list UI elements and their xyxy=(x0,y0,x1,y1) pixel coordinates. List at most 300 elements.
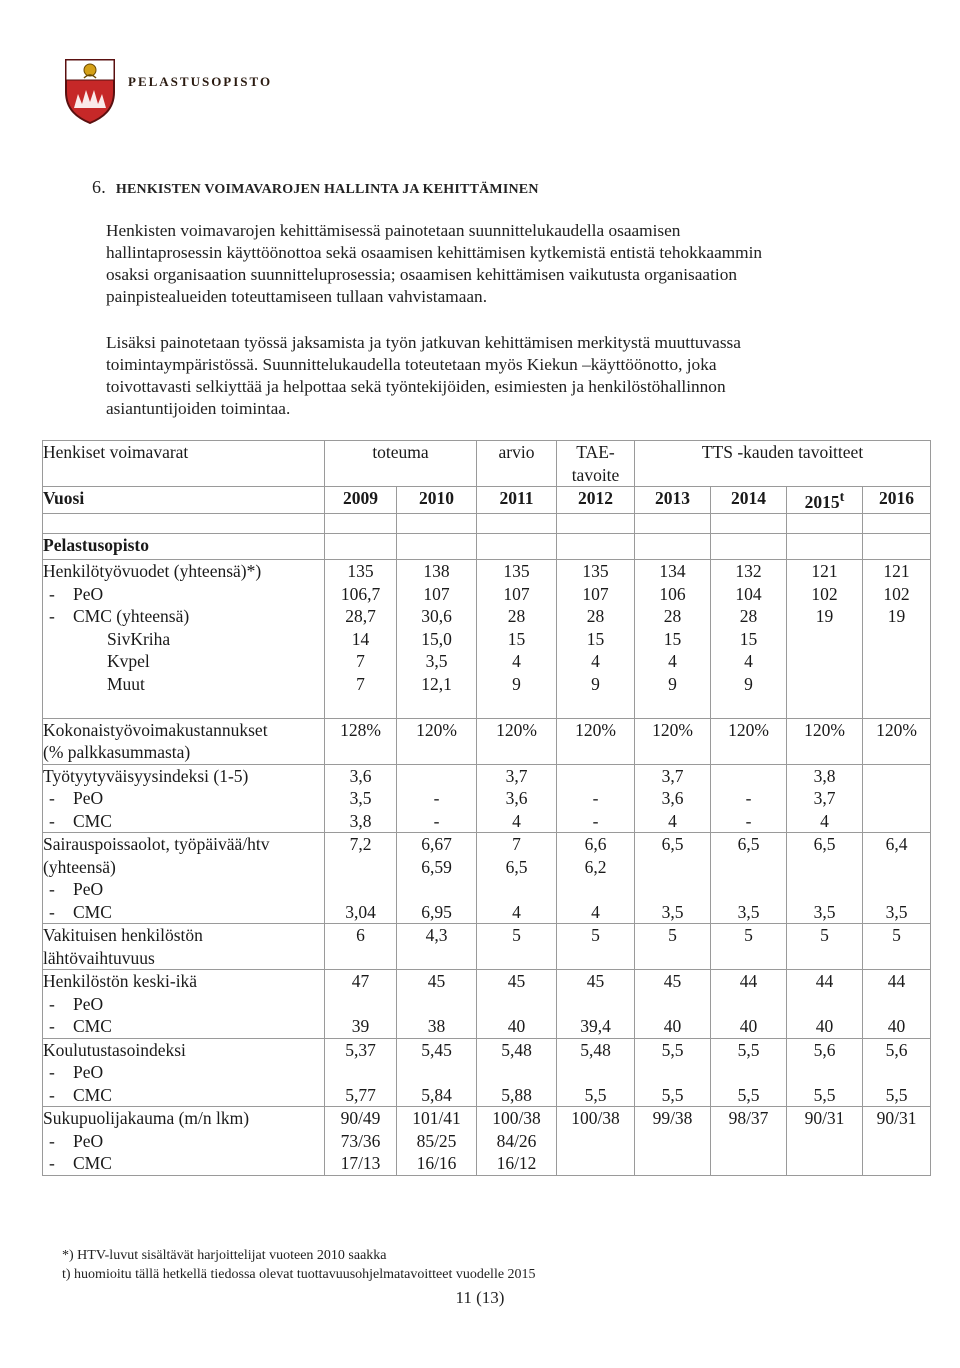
value: 100/38 xyxy=(571,1108,620,1129)
row-label-text: CMC (yhteensä) xyxy=(73,606,190,627)
value: 4 xyxy=(668,651,677,672)
row-label-text: Muut xyxy=(107,673,145,694)
value: 3,5 xyxy=(737,901,760,922)
value: 3,5 xyxy=(425,651,448,672)
value-cell xyxy=(477,833,557,924)
value: 3,8 xyxy=(813,765,836,786)
header-arvio: arvio xyxy=(477,441,557,487)
page-number: 11 (13) xyxy=(455,1288,505,1307)
value: 120% xyxy=(728,719,769,740)
value: - xyxy=(592,810,599,831)
value: 6,67 xyxy=(421,834,452,855)
value-cell xyxy=(557,1038,635,1107)
dash-marker: - xyxy=(49,901,55,922)
value: 40 xyxy=(815,1016,834,1037)
value: 45 xyxy=(507,971,526,992)
value: - xyxy=(745,810,752,831)
dash-marker: - xyxy=(49,1062,55,1083)
value-cell xyxy=(477,970,557,1039)
value: 4 xyxy=(512,901,521,922)
value: 102 xyxy=(811,583,838,604)
value xyxy=(397,765,476,788)
value xyxy=(635,878,710,901)
value: 107 xyxy=(582,583,609,604)
value xyxy=(863,1061,930,1084)
value: 5,84 xyxy=(421,1084,452,1105)
year-cell: 2010 xyxy=(397,487,477,514)
value: 40 xyxy=(663,1016,682,1037)
value: 9 xyxy=(512,673,521,694)
value: 5 xyxy=(820,925,829,946)
value: 15 xyxy=(586,628,605,649)
value: 3,7 xyxy=(813,788,836,809)
value xyxy=(397,1061,476,1084)
year-cell: 2014 xyxy=(711,487,787,514)
value: 4 xyxy=(512,651,521,672)
year-cell: 2012 xyxy=(557,487,635,514)
value: 102 xyxy=(883,583,910,604)
value xyxy=(325,947,396,970)
value: 120% xyxy=(652,719,693,740)
value xyxy=(325,856,396,879)
dash-marker: - xyxy=(49,606,55,627)
value-cell xyxy=(787,970,863,1039)
row-label-line xyxy=(43,1061,324,1084)
value xyxy=(787,1061,862,1084)
section-title: HENKISTEN VOIMAVAROJEN HALLINTA JA KEHITTÄMINEN xyxy=(115,182,539,197)
header-tae-line: TAE- xyxy=(576,442,615,462)
value-cell xyxy=(787,560,863,719)
footnote-2: t) huomioitu tällä hetkellä tiedossa olevat tuottavuusohjelmatavoitteet vuodelle 2015 xyxy=(62,1267,536,1282)
value xyxy=(863,1130,930,1153)
table-row xyxy=(43,764,931,833)
value: 134 xyxy=(659,561,686,582)
value: 9 xyxy=(591,673,600,694)
value: 5,37 xyxy=(345,1039,376,1060)
value: 5,5 xyxy=(737,1084,760,1105)
row-label-text: Henkilötyövuodet (yhteensä)*) xyxy=(43,561,262,582)
value-cell xyxy=(787,718,863,764)
row-label-text: CMC xyxy=(73,1016,112,1037)
row-label-text: SivKriha xyxy=(107,628,171,649)
row-label-line xyxy=(43,1107,324,1130)
paragraph-line: osaksi organisaation suunnitteluprosessia; osaamisen kehittämisen vaikutusta organisaation xyxy=(106,265,737,284)
row-label-cell xyxy=(43,1038,325,1107)
row-label-text: Sukupuolijakauma (m/n lkm) xyxy=(43,1108,250,1129)
value xyxy=(863,993,930,1016)
row-label-text: Koulutustasoindeksi xyxy=(43,1039,186,1060)
table-row xyxy=(43,560,931,719)
value: 120% xyxy=(575,719,616,740)
value-cell xyxy=(477,1107,557,1176)
value: 14 xyxy=(351,628,370,649)
table-header-row xyxy=(43,441,931,487)
value xyxy=(635,993,710,1016)
row-label-cell xyxy=(43,1107,325,1176)
value xyxy=(787,695,862,718)
value: 4 xyxy=(744,651,753,672)
value: 40 xyxy=(739,1016,758,1037)
value: 28 xyxy=(663,606,682,627)
value-cell xyxy=(635,1107,711,1176)
value xyxy=(787,856,862,879)
value xyxy=(787,878,862,901)
value: 7 xyxy=(356,673,365,694)
value xyxy=(325,741,396,764)
value-cell xyxy=(635,924,711,970)
value-cell xyxy=(397,924,477,970)
value xyxy=(557,1061,634,1084)
value xyxy=(325,695,396,718)
row-label-cell xyxy=(43,833,325,924)
value-cell xyxy=(397,833,477,924)
value: 90/49 xyxy=(340,1108,381,1129)
dash-marker: - xyxy=(49,583,55,604)
value-cell xyxy=(397,970,477,1039)
value xyxy=(711,856,786,879)
value: 5,77 xyxy=(345,1084,376,1105)
table-row xyxy=(43,970,931,1039)
value xyxy=(635,1130,710,1153)
value xyxy=(477,1061,556,1084)
value-cell xyxy=(477,718,557,764)
value-cell xyxy=(325,560,397,719)
value: 4 xyxy=(591,901,600,922)
value xyxy=(635,856,710,879)
header-tae-line: tavoite xyxy=(571,464,620,485)
value xyxy=(557,878,634,901)
table-row xyxy=(43,718,931,764)
row-label-cell xyxy=(43,970,325,1039)
org-row-label: Pelastusopisto xyxy=(43,534,325,560)
value xyxy=(711,741,786,764)
value: 121 xyxy=(883,561,910,582)
dash-marker: - xyxy=(49,810,55,831)
dash-marker: - xyxy=(49,1130,55,1151)
value: 6 xyxy=(356,925,365,946)
value-cell xyxy=(397,1038,477,1107)
value-cell xyxy=(557,718,635,764)
value-cell xyxy=(787,924,863,970)
value: 100/38 xyxy=(492,1108,541,1129)
value: 5 xyxy=(892,925,901,946)
value xyxy=(325,1061,396,1084)
value xyxy=(787,741,862,764)
row-label-line xyxy=(43,695,324,718)
paragraph-2 xyxy=(106,332,866,420)
value xyxy=(397,695,476,718)
value: 4 xyxy=(591,651,600,672)
value-cell xyxy=(325,764,397,833)
value-cell xyxy=(863,924,931,970)
value xyxy=(863,673,930,696)
value-cell xyxy=(635,1038,711,1107)
value: 120% xyxy=(804,719,845,740)
value xyxy=(477,878,556,901)
value: 5,48 xyxy=(580,1039,611,1060)
value: 7 xyxy=(356,651,365,672)
value: 3,6 xyxy=(661,788,684,809)
paragraph-line: toimintaympäristössä. Suunnittelukaudella toteutetaan myös Kiekun –käyttöönotto, joka xyxy=(106,355,717,374)
value: 3,7 xyxy=(661,765,684,786)
value-cell xyxy=(635,764,711,833)
year-cell: 2011 xyxy=(477,487,557,514)
value xyxy=(711,878,786,901)
value: 5 xyxy=(591,925,600,946)
row-label-line xyxy=(43,765,324,788)
row-label-text: (yhteensä) xyxy=(43,856,116,877)
value: 5,45 xyxy=(421,1039,452,1060)
value: 39 xyxy=(351,1016,370,1037)
row-label-text: CMC xyxy=(73,1084,112,1105)
value xyxy=(863,810,930,833)
row-label-line xyxy=(43,1084,324,1107)
row-label-line xyxy=(43,878,324,901)
value xyxy=(787,947,862,970)
row-label-line xyxy=(43,993,324,1016)
value: 5,5 xyxy=(813,1084,836,1105)
value: 138 xyxy=(423,561,450,582)
row-label-line xyxy=(43,605,324,628)
value xyxy=(325,878,396,901)
hr-resources-table xyxy=(42,440,931,1176)
value-cell xyxy=(325,1038,397,1107)
value: 3,8 xyxy=(349,810,372,831)
value-cell xyxy=(325,833,397,924)
value: 4 xyxy=(820,810,829,831)
value: 5,88 xyxy=(501,1084,532,1105)
row-label-cell xyxy=(43,560,325,719)
value: - xyxy=(433,810,440,831)
value: 120% xyxy=(416,719,457,740)
value: 98/37 xyxy=(728,1108,769,1129)
value: 135 xyxy=(582,561,609,582)
row-label-line xyxy=(43,1015,324,1038)
dash-marker: - xyxy=(49,1016,55,1037)
years-row xyxy=(43,487,931,514)
dash-marker: - xyxy=(49,1153,55,1174)
value-cell xyxy=(711,1107,787,1176)
value: 121 xyxy=(811,561,838,582)
value-cell xyxy=(711,560,787,719)
spacer-row xyxy=(43,514,931,534)
row-label-text: CMC xyxy=(73,1153,112,1174)
value-cell xyxy=(557,560,635,719)
year-cell: 2016 xyxy=(863,487,931,514)
row-label-cell xyxy=(43,924,325,970)
years-label: Vuosi xyxy=(43,487,325,514)
value: 7,2 xyxy=(349,834,372,855)
value xyxy=(863,878,930,901)
value: 135 xyxy=(503,561,530,582)
paragraph-line: Lisäksi painotetaan työssä jaksamista ja työn jatkuvan kehittämisen merkitystä muuttuvassa xyxy=(106,333,741,352)
value-cell xyxy=(557,970,635,1039)
value: 19 xyxy=(815,606,834,627)
value xyxy=(477,741,556,764)
value-cell xyxy=(787,1107,863,1176)
value xyxy=(863,1152,930,1175)
value: 38 xyxy=(427,1016,446,1037)
value: 6,4 xyxy=(885,834,908,855)
value xyxy=(557,741,634,764)
row-label-cell xyxy=(43,718,325,764)
value: - xyxy=(433,788,440,809)
value-cell xyxy=(325,970,397,1039)
value xyxy=(397,993,476,1016)
value xyxy=(863,787,930,810)
value-cell xyxy=(397,764,477,833)
value xyxy=(863,741,930,764)
value-cell xyxy=(635,560,711,719)
value xyxy=(787,1152,862,1175)
value-cell xyxy=(477,764,557,833)
value xyxy=(635,1152,710,1175)
value: 101/41 xyxy=(412,1108,461,1129)
row-label-line xyxy=(43,970,324,993)
value: 40 xyxy=(887,1016,906,1037)
table-row xyxy=(43,833,931,924)
value-cell xyxy=(557,1107,635,1176)
value xyxy=(863,650,930,673)
value: 3,6 xyxy=(349,765,372,786)
value-cell xyxy=(863,1107,931,1176)
value: 135 xyxy=(347,561,374,582)
value: 6,5 xyxy=(505,856,528,877)
header-tts: TTS -kauden tavoitteet xyxy=(635,441,931,487)
row-label-text: PeO xyxy=(73,583,104,604)
value: 4 xyxy=(512,810,521,831)
row-label-cell xyxy=(43,764,325,833)
value: 12,1 xyxy=(421,673,452,694)
value xyxy=(557,695,634,718)
value xyxy=(711,1130,786,1153)
value: 6,5 xyxy=(661,834,684,855)
row-label-text: CMC xyxy=(73,810,112,831)
row-label-text: Vakituisen henkilöstön xyxy=(43,925,203,946)
value: 9 xyxy=(668,673,677,694)
value: 5,6 xyxy=(813,1039,836,1060)
dash-marker: - xyxy=(49,879,55,900)
table-title: Henkiset voimavarat xyxy=(43,441,325,487)
value: 15,0 xyxy=(421,628,452,649)
value xyxy=(863,695,930,718)
value: 19 xyxy=(887,606,906,627)
value: 99/38 xyxy=(652,1108,693,1129)
value: 5 xyxy=(744,925,753,946)
paragraph-line: toivottavasti selkiyttää ja helpottaa sekä työntekijöiden, esimiesten ja henkilöstöhallinnon xyxy=(106,377,726,396)
row-label-text: Kvpel xyxy=(107,651,150,672)
value xyxy=(325,993,396,1016)
year-cell-2015 xyxy=(787,487,863,514)
value: 45 xyxy=(663,971,682,992)
value: 5,6 xyxy=(885,1039,908,1060)
value-cell xyxy=(863,833,931,924)
paragraph-line: Henkisten voimavarojen kehittämisessä painotetaan suunnittelukaudella osaamisen xyxy=(106,221,681,240)
row-label-line xyxy=(43,856,324,879)
value: 3,5 xyxy=(885,901,908,922)
value-cell xyxy=(557,764,635,833)
value xyxy=(557,993,634,1016)
value: 90/31 xyxy=(876,1108,917,1129)
value xyxy=(557,947,634,970)
row-label-line xyxy=(43,947,324,970)
header-tae xyxy=(557,441,635,487)
value: 107 xyxy=(503,583,530,604)
value: 17/13 xyxy=(340,1153,381,1174)
row-label-text: PeO xyxy=(73,1130,104,1151)
value: 28,7 xyxy=(345,606,376,627)
paragraph-line: painpistealueiden toteuttamiseen tullaan vahvistamaan. xyxy=(106,287,488,306)
value: 6,5 xyxy=(813,834,836,855)
value-cell xyxy=(325,924,397,970)
dash-marker: - xyxy=(49,788,55,809)
year-cell: 2009 xyxy=(325,487,397,514)
org-row xyxy=(43,534,931,560)
value: 28 xyxy=(586,606,605,627)
value: 120% xyxy=(496,719,537,740)
value: 3,5 xyxy=(661,901,684,922)
row-label-text: PeO xyxy=(73,879,104,900)
value xyxy=(863,947,930,970)
value-cell xyxy=(397,1107,477,1176)
value: 132 xyxy=(735,561,762,582)
value: 39,4 xyxy=(580,1016,611,1037)
row-label-line xyxy=(43,628,324,651)
value-cell xyxy=(557,924,635,970)
table-row xyxy=(43,1038,931,1107)
value: 3,04 xyxy=(345,901,376,922)
dash-marker: - xyxy=(49,993,55,1014)
value-cell xyxy=(711,764,787,833)
row-label-line xyxy=(43,810,324,833)
value xyxy=(787,673,862,696)
value: 28 xyxy=(739,606,758,627)
value: 6,6 xyxy=(584,834,607,855)
value-cell xyxy=(635,970,711,1039)
value xyxy=(711,947,786,970)
value-cell xyxy=(477,1038,557,1107)
value-cell xyxy=(711,1038,787,1107)
value xyxy=(863,765,930,788)
row-label-text: PeO xyxy=(73,1062,104,1083)
row-label-line xyxy=(43,901,324,924)
value: 3,7 xyxy=(505,765,528,786)
row-label-line xyxy=(43,560,324,583)
row-label-line xyxy=(43,673,324,696)
value-cell xyxy=(397,560,477,719)
value xyxy=(711,695,786,718)
value: 5,5 xyxy=(661,1084,684,1105)
value: 44 xyxy=(887,971,906,992)
pelastusopisto-logo xyxy=(64,58,116,124)
header-toteuma: toteuma xyxy=(325,441,477,487)
value xyxy=(863,856,930,879)
value: 5 xyxy=(512,925,521,946)
row-label-line xyxy=(43,719,324,742)
paragraph-line: asiantuntijoiden toimintaa. xyxy=(106,399,291,418)
section-number: 6. xyxy=(92,177,106,197)
value xyxy=(397,947,476,970)
value: 5,5 xyxy=(661,1039,684,1060)
value: 6,95 xyxy=(421,901,452,922)
value: 5 xyxy=(668,925,677,946)
year-footnote-mark: t xyxy=(839,490,845,505)
row-label-line xyxy=(43,924,324,947)
value xyxy=(477,947,556,970)
row-label-text: Kokonaistyövoimakustannukset xyxy=(43,719,268,740)
value-cell xyxy=(635,718,711,764)
value xyxy=(635,695,710,718)
